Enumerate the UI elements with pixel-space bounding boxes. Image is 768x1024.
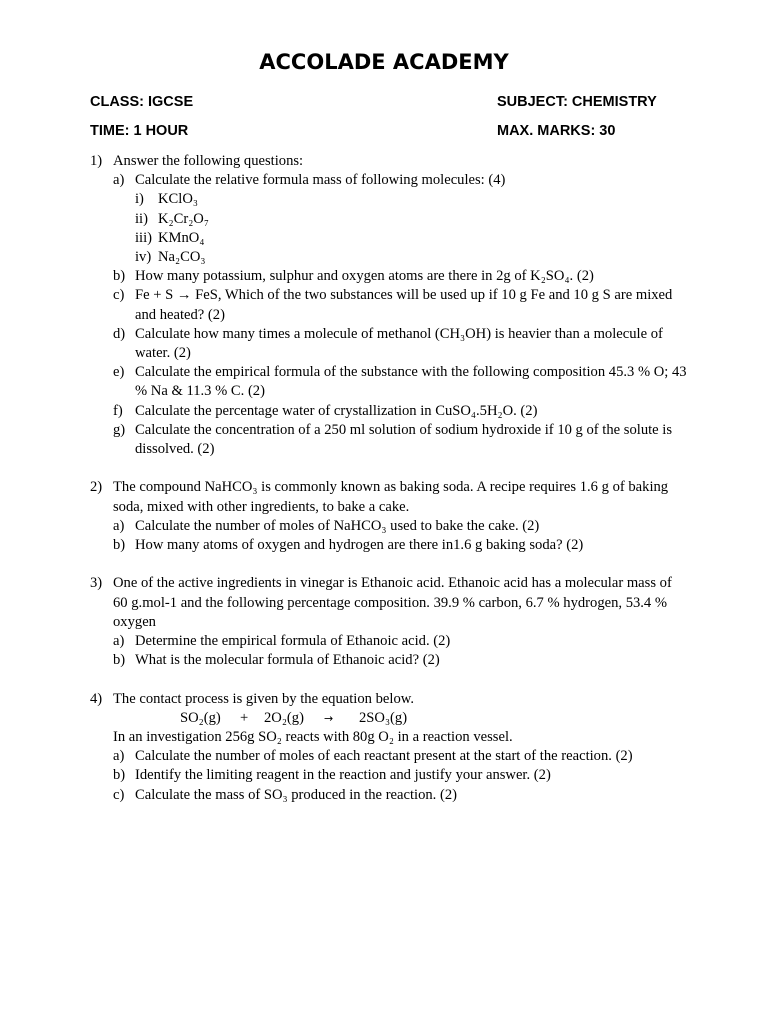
- question-number: 3): [90, 575, 103, 592]
- page-title: ACCOLADE ACADEMY: [259, 50, 509, 74]
- sub-question: [113, 517, 690, 536]
- sub-question-text: Calculate the percentage water of crystallization in CuSO₄.5H₂O. (2): [135, 402, 538, 419]
- sub-question: [113, 267, 690, 286]
- formula: Na₂CO₃: [158, 249, 206, 266]
- question-number: 1): [90, 153, 103, 169]
- class-label: CLASS: IGCSE: [90, 94, 194, 110]
- formula-label: i): [135, 191, 144, 208]
- formula-label: iv): [135, 249, 152, 266]
- sub-question-label: b): [113, 268, 126, 285]
- sub-question: [113, 286, 690, 324]
- sub-question-label: d): [113, 325, 126, 342]
- sub-question-label: g): [113, 421, 126, 438]
- sub-question-label: a): [113, 633, 125, 650]
- question-number: 4): [90, 690, 103, 707]
- question-number: 2): [90, 479, 103, 496]
- sub-question-text: Calculate the relative formula mass of following molecules: (4): [135, 172, 506, 189]
- sub-question: [113, 786, 690, 805]
- sub-question: [113, 651, 690, 670]
- sub-question-text: Calculate the number of moles of NaHCO₃ used to bake the cake. (2): [135, 517, 540, 534]
- formula: K₂Cr₂O₇: [158, 210, 209, 227]
- formula-item: [135, 210, 690, 229]
- sub-question-label: a): [113, 172, 125, 189]
- sub-question-label: e): [113, 364, 125, 381]
- time-label: TIME: 1 HOUR: [90, 123, 189, 139]
- sub-question-label: f): [113, 402, 123, 419]
- reactant-1: SO₂(g): [180, 709, 221, 726]
- sub-question: [113, 632, 690, 651]
- sub-question-label: a): [113, 517, 125, 534]
- question-4: [90, 690, 690, 805]
- sub-question: [113, 171, 690, 190]
- sub-question-label: c): [113, 287, 125, 304]
- subject-label: SUBJECT: CHEMISTRY: [497, 94, 657, 110]
- questions: [90, 152, 690, 824]
- sub-question-text: Calculate the empirical formula of the substance with the following composition 45.3 % O; 43 % Na & 11.3 % C. (2): [135, 364, 687, 400]
- sub-question: [113, 747, 690, 766]
- marks-label: MAX. MARKS: 30: [497, 123, 616, 139]
- question-1: [90, 152, 690, 459]
- sub-question: [113, 325, 690, 363]
- sub-question-label: b): [113, 652, 126, 669]
- sub-question: [113, 402, 690, 421]
- formula-label: ii): [135, 210, 148, 227]
- sub-question-text: Fe + S → FeS, Which of the two substances will be used up if 10 g Fe and 10 g S are mixed and heated? (2): [135, 287, 673, 323]
- sub-question-text: Calculate the number of moles of each reactant present at the start of the reaction. (2): [135, 748, 633, 765]
- sub-question-label: c): [113, 786, 125, 803]
- plus-sign: +: [240, 709, 249, 726]
- sub-question-label: b): [113, 537, 126, 554]
- sub-question: [113, 363, 690, 401]
- sub-question-text: Calculate the mass of SO₃ produced in the reaction. (2): [135, 786, 457, 803]
- investigation-text: In an investigation 256g SO₂ reacts with 80g O₂ in a reaction vessel.: [113, 729, 513, 746]
- sub-question: [113, 766, 690, 785]
- question-text: The compound NaHCO₃ is commonly known as baking soda. A recipe requires 1.6 g of baking soda, mixed with other ingredients, to bake a cake.: [113, 479, 669, 515]
- sub-question-text: Determine the empirical formula of Ethanoic acid. (2): [135, 633, 451, 650]
- sub-question: [113, 421, 690, 459]
- sub-question-text: How many atoms of oxygen and hydrogen are there in1.6 g baking soda? (2): [135, 537, 584, 554]
- product: 2SO₃(g): [359, 709, 408, 726]
- reaction-arrow-icon: →: [324, 711, 334, 725]
- formula-item: [135, 248, 690, 267]
- formula: KMnO₄: [158, 229, 205, 246]
- question-text: One of the active ingredients in vinegar is Ethanoic acid. Ethanoic acid has a molecular mass of 60 g.mol-1 and the following percentage composition. 39.9 % carbon, 6.7 % hydrogen, 53.4 % oxygen: [113, 575, 672, 630]
- sub-question-text: Calculate how many times a molecule of methanol (CH₃OH) is heavier than a molecule of water. (2): [135, 325, 663, 362]
- question-2: [90, 478, 690, 555]
- sub-question-label: a): [113, 748, 125, 765]
- sub-question-text: Calculate the concentration of a 250 ml solution of sodium hydroxide if 10 g of the solute is dissolved. (2): [135, 421, 673, 458]
- question-3: [90, 574, 690, 670]
- formula-item: [135, 229, 690, 248]
- question-text: Answer the following questions:: [113, 153, 304, 169]
- sub-question-text: Identify the limiting reagent in the reaction and justify your answer. (2): [135, 767, 551, 784]
- question-text: The contact process is given by the equation below.: [113, 690, 414, 707]
- formula-label: iii): [135, 229, 153, 246]
- sub-question-label: b): [113, 767, 126, 784]
- formula-item: [135, 190, 690, 209]
- chemical-equation: [90, 709, 690, 728]
- formula: KClO₃: [158, 191, 198, 208]
- reactant-2: 2O₂(g): [264, 709, 304, 726]
- sub-question-text: How many potassium, sulphur and oxygen atoms are there in 2g of K₂SO₄. (2): [135, 268, 594, 285]
- sub-question-text: What is the molecular formula of Ethanoic acid? (2): [135, 652, 440, 669]
- sub-question: [113, 536, 690, 555]
